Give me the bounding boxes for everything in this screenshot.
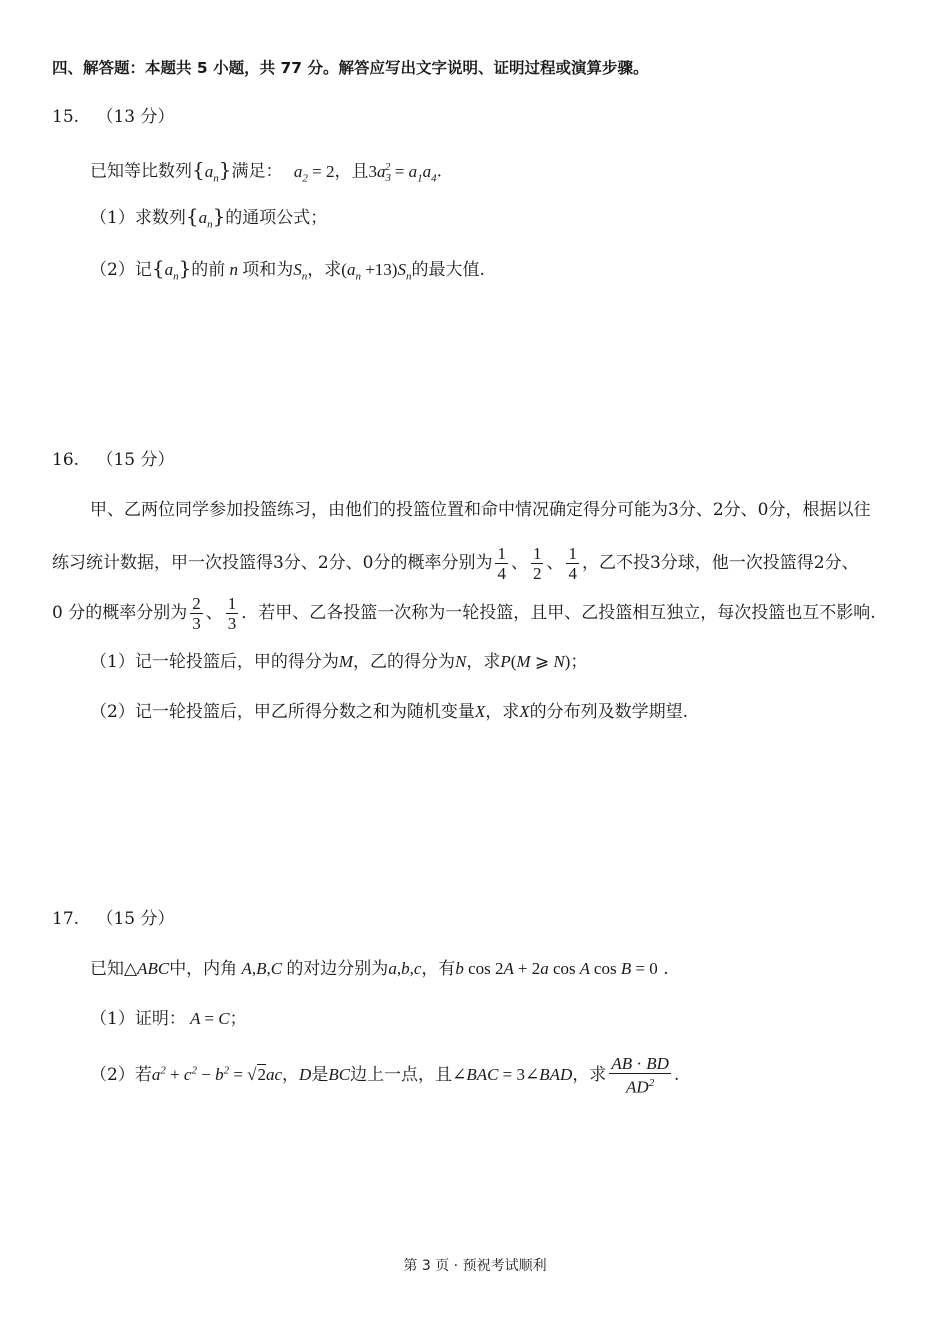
q17-stem-text: 中，内角 bbox=[169, 959, 238, 979]
q16-number: 16. bbox=[52, 450, 80, 470]
q15-stem-text: 已知等比数列 bbox=[90, 161, 192, 182]
q16-line3-text: ．若甲、乙各投篮一次称为一轮投篮，且甲、乙投篮相互独立，每次投篮也互不影响. bbox=[241, 603, 876, 623]
q15-part2-text: 项和为 bbox=[242, 260, 294, 280]
q17-number: 17. bbox=[52, 909, 80, 929]
fraction: $\frac{2}{3}$ bbox=[192, 594, 201, 633]
q16-line3: 0 分的概率分别为 $\frac{2}{3}$ 、 $\frac{1}{3}$ ．若甲、乙各投篮一次称为一轮投篮，且甲、乙投篮相互独立，每次投篮也互不影响. bbox=[52, 594, 876, 633]
q17-stem-text: 已知 bbox=[90, 959, 124, 979]
q16-part1-text: ，求 bbox=[466, 652, 501, 672]
q16-heading bbox=[52, 446, 175, 474]
q15-part2: （2）记$\{a_n\}$的前 n 项和为$S_n$，求$(a_n +13)S_n$的最大值. bbox=[90, 256, 485, 283]
q17-part1: （1）证明： A = C； bbox=[90, 1009, 247, 1029]
fraction: $\frac{AB \cdot BD}{AD^2}$ bbox=[611, 1054, 669, 1097]
q16-line3-text: 0 分的概率分别为 bbox=[52, 603, 188, 623]
fraction: $\frac{1}{3}$ bbox=[227, 594, 237, 633]
q17-part2-text: ，求 bbox=[572, 1064, 607, 1085]
q15-part2-text: （2）记 bbox=[90, 260, 152, 280]
q15-part2-text: 的前 bbox=[191, 260, 226, 280]
q16-part2: （2）记一轮投篮后，甲乙所得分数之和为随机变量X，求X的分布列及数学期望. bbox=[90, 702, 689, 722]
q17-stem-text: ，有 bbox=[421, 959, 456, 979]
q17-part2-text: 是 bbox=[311, 1064, 329, 1085]
q17-part1-text: ； bbox=[229, 1009, 247, 1029]
q16-part1: （1）记一轮投篮后，甲的得分为M，乙的得分为N，求P(M ⩾ N)； bbox=[90, 652, 588, 672]
q16-line2-text: 练习统计数据，甲一次投篮得3分、2分、0分的概率分别为 bbox=[52, 553, 493, 573]
fraction: $\frac{1}{4}$ bbox=[497, 544, 506, 583]
q16-part1-text: ，乙的得分为 bbox=[353, 652, 455, 672]
q16-line2-text: ，乙不投3分球，他一次投篮得2分、 bbox=[581, 553, 859, 573]
q17-stem: 已知△ABC中，内角 A,B,C 的对边分别为a,b,c，有b cos 2A + 2a cos A cos B = 0 . bbox=[90, 959, 669, 979]
q15-number: 15. bbox=[52, 107, 80, 127]
q15-stem-text: 满足： bbox=[231, 161, 283, 182]
q17-heading bbox=[52, 905, 175, 933]
q16-part2-text: ，求 bbox=[485, 702, 520, 722]
q17-part2-text: ， bbox=[282, 1064, 300, 1085]
q15-part1: （1）求数列$\{a_n\}$的通项公式； bbox=[90, 204, 328, 231]
q16-points: （15 分） bbox=[96, 450, 175, 470]
q16-part2-text: 的分布列及数学期望. bbox=[529, 702, 689, 722]
q15-heading bbox=[52, 103, 175, 131]
q17-part2: （2）若$a^2 + c^2 - b^2 = √2ac$，D是BC边上一点，且∠BAC = 3∠BAD，求 $\frac{AB \cdot BD}{AD^2}$ . bbox=[90, 1054, 680, 1097]
q17-part2-text: （2）若 bbox=[90, 1064, 152, 1085]
q15-stem: 已知等比数列$\{a_n\}$满足： $a_2 = 2$，且$3a_3^2 = a_1a_4$. bbox=[90, 157, 442, 185]
section-header: 四、解答题：本题共 5 小题，共 77 分。解答应写出文字说明、证明过程或演算步骤。 bbox=[52, 59, 649, 77]
fraction: $\frac{1}{2}$ bbox=[532, 544, 542, 583]
q17-stem-text: 的对边分别为 bbox=[286, 959, 389, 979]
q16-line2: 练习统计数据，甲一次投篮得3分、2分、0分的概率分别为 $\frac{1}{4}$ 、 $\frac{1}{2}$ 、 $\frac{1}{4}$ ，乙不投3分球，他一次投篮得2分、 bbox=[52, 544, 859, 583]
q15-part2-text: 的最大值. bbox=[411, 260, 485, 280]
page-footer: 第 3 页 · 预祝考试顺利 bbox=[403, 1258, 547, 1274]
q15-points: （13 分） bbox=[96, 107, 175, 127]
q16-part1-text: （1）记一轮投篮后，甲的得分为 bbox=[90, 652, 339, 672]
q16-part1-text: ； bbox=[570, 652, 588, 672]
q17-points: （15 分） bbox=[96, 909, 175, 929]
q16-part2-text: （2）记一轮投篮后，甲乙所得分数之和为随机变量 bbox=[90, 702, 475, 722]
q17-part2-text: 边上一点，且 bbox=[350, 1064, 453, 1085]
q15-part1-text: 的通项公式； bbox=[225, 208, 328, 228]
fraction: $\frac{1}{4}$ bbox=[568, 544, 577, 583]
q15-part2-text: ，求 bbox=[307, 260, 342, 280]
q15-stem-text: ，且 bbox=[334, 161, 369, 182]
q17-part1-text: （1）证明： bbox=[90, 1009, 186, 1029]
q16-line1: 甲、乙两位同学参加投篮练习，由他们的投篮位置和命中情况确定得分可能为3分、2分、0分，根据以往 bbox=[90, 500, 871, 520]
q15-part1-text: （1）求数列 bbox=[90, 208, 186, 228]
